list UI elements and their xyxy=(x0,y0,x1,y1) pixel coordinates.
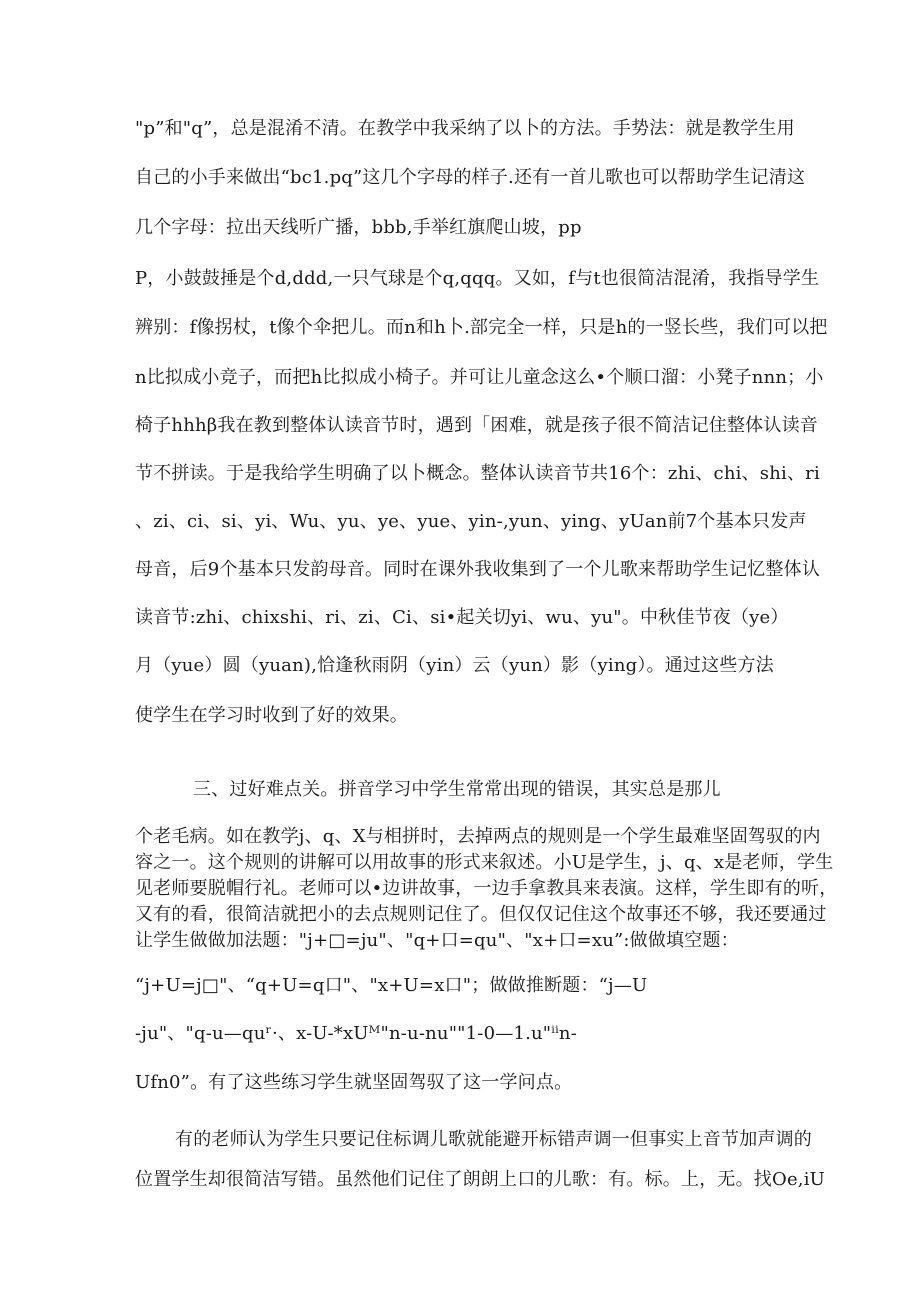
text-line: 读音节:zhi、chixshi、ri、zi、Ci、si•起关切yi、wu、yu"。中秋佳节夜（ye） xyxy=(135,607,789,628)
text-line: 母音，后9个基本只发韵母音。同时在课外我收集到了一个儿歌来帮助学生记忆整体认 xyxy=(135,559,821,580)
text-line: 又有的看，很简洁就把小的去点规则记住了。但仅仅记住这个故事还不够，我还要通过 xyxy=(135,904,827,925)
text-line: 节不拼读。于是我给学生明确了以卜概念。整体认读音节共16个：zhi、chi、shi、ri xyxy=(135,463,820,484)
text-line: 、zi、ci、si、yi、Wu、yu、ye、yue、yin-,yun、ying、yUan前7个基本只发声 xyxy=(135,511,807,532)
text-line: P，小鼓鼓捶是个d,ddd,一只气球是个q,qqq。又如，f与t也很简洁混淆，我指导学生 xyxy=(135,268,820,289)
text-line: 位置学生却很简洁写错。虽然他们记住了朗朗上口的儿歌：有。标。上，无。找Oe,iU xyxy=(135,1169,826,1190)
text-line: n比拟成小竞子，而把h比拟成小椅子。并可让儿童念这么•个顺口溜：小凳子nnn；小 xyxy=(135,367,824,388)
text-line: 自己的小手来做出“bc1.pq”这几个字母的样子.还有一首儿歌也可以帮助学生记清这 xyxy=(135,167,806,188)
paragraph-first-line: 有的老师认为学生只要记住标调儿歌就能避开标错声调一但事实上音节加声调的 xyxy=(175,1129,812,1150)
text-line: 几个字母：拉出天线听广播，bbb,手举红旗爬山坡，pp xyxy=(135,217,582,238)
text-line: 让学生做做加法题："j+□=ju"、"q+口=qu"、"x+口=xu”:做做填空题： xyxy=(135,930,739,951)
text-line: 使学生在学习时收到了好的效果。 xyxy=(135,705,408,726)
text-line: "p”和"q”，总是混淆不清。在教学中我采纳了以卜的方法。手势法：就是教学生用 xyxy=(135,118,795,139)
text-line: 个老毛病。如在教学j、q、X与相拼时，去掉两点的规则是一个学生最难坚固驾驭的内 xyxy=(135,826,821,847)
section-heading-line: 三、过好难点关。拼音学习中学生常常出现的错误，其实总是那儿 xyxy=(193,779,721,800)
text-line: 辨别：f像拐杖，t像个伞把儿。而n和h卜.部完全一样，只是h的一竖长些，我们可以把 xyxy=(135,317,828,338)
text-line: Ufn0”。有了这些练习学生就坚固驾驭了这一学问点。 xyxy=(135,1072,573,1093)
text-line: “j+U=j□"、“q+U=q口"、"x+U=x口"；做做推断题：“j—U xyxy=(135,975,648,996)
text-line: 月（yue）圆（yuan),恰逢秋雨阴（yin）云（yun）影（ying）。通过这些方法 xyxy=(135,655,774,676)
text-line: -ju"、"q-u—quʳ·、x-U-*xUᴹ"n-u-nu""1-0—1.u"ⁱⁱn- xyxy=(135,1023,578,1044)
text-line: 见老师要脱帽行礼。老师可以•边讲故事，一边手拿教具来表演。这样，学生即有的听， xyxy=(135,878,838,899)
text-line: 容之一。这个规则的讲解可以用故事的形式来叙述。小U是学生，j、q、x是老师，学生 xyxy=(135,852,834,873)
text-line: 椅子hhhβ我在教到整体认读音节时，遇到「困难，就是孩子很不简洁记住整体认读音 xyxy=(135,415,818,436)
